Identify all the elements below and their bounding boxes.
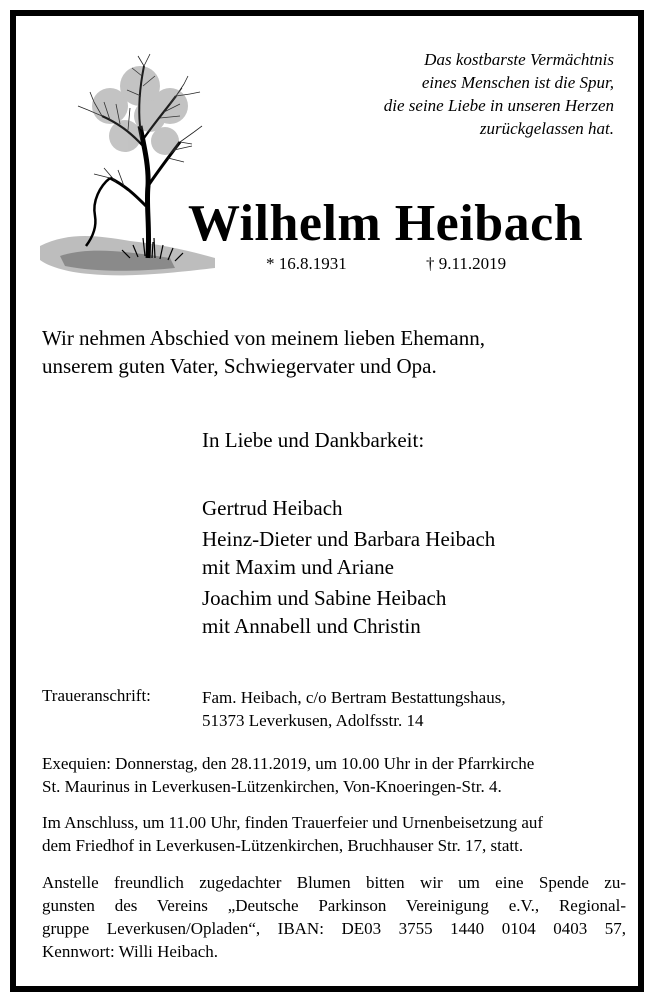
quote-line: eines Menschen ist die Spur, xyxy=(421,73,614,92)
quote-line: Das kostbarste Vermächtnis xyxy=(424,50,614,69)
epigraph-quote xyxy=(314,48,614,140)
donation-line: Kennwort: Willi Heibach. xyxy=(42,942,219,961)
address-line: 51373 Leverkusen, Adolfsstr. 14 xyxy=(202,711,424,730)
address-label: Traueranschrift: xyxy=(42,686,151,705)
deceased-name: Wilhelm Heibach xyxy=(188,195,584,252)
quote-line: die seine Liebe in unseren Herzen xyxy=(383,96,614,115)
closing-phrase: In Liebe und Dankbarkeit: xyxy=(202,428,425,452)
donation-line: gruppe Leverkusen/Opladen“, IBAN: DE03 3755 1440 0104 0403 57, xyxy=(42,919,626,938)
obituary-frame xyxy=(10,10,644,992)
mourner-name: Joachim und Sabine Heibach xyxy=(202,586,447,610)
tree-illustration-icon xyxy=(40,46,230,296)
birth-date: * 16.8.1931 xyxy=(266,254,347,273)
exequien-paragraph xyxy=(42,752,626,798)
donation-line: Anstelle freundlich zugedachter Blumen bitten wir um eine Spende zu- xyxy=(42,873,626,892)
ceremony-line: dem Friedhof in Leverkusen-Lützenkirchen, Bruchhauser Str. 17, statt. xyxy=(42,836,524,855)
mourner-name: Heinz-Dieter und Barbara Heibach xyxy=(202,527,496,551)
farewell-text xyxy=(42,324,485,380)
address-line: Fam. Heibach, c/o Bertram Bestattungshaus, xyxy=(202,688,506,707)
mourners-list xyxy=(202,494,495,640)
mourner-name: Gertrud Heibach xyxy=(202,496,343,520)
ceremony-paragraph xyxy=(42,811,626,857)
death-date: † 9.11.2019 xyxy=(426,254,507,273)
donation-line: gunsten des Vereins „Deutsche Parkinson Vereinigung e.V., Regional- xyxy=(42,896,626,915)
mourning-address xyxy=(202,686,506,732)
exequien-line: St. Maurinus in Leverkusen-Lützenkirchen, Von-Knoeringen-Str. 4. xyxy=(42,777,502,796)
mourner-name: mit Annabell und Christin xyxy=(202,614,421,638)
mourner-name: mit Maxim und Ariane xyxy=(202,555,394,579)
donation-paragraph xyxy=(42,871,626,963)
quote-line: zurückgelassen hat. xyxy=(479,119,614,138)
ceremony-line: Im Anschluss, um 11.00 Uhr, finden Trauerfeier und Urnenbeisetzung auf xyxy=(42,813,544,832)
exequien-line: Exequien: Donnerstag, den 28.11.2019, um 10.00 Uhr in der Pfarrkirche xyxy=(42,754,535,773)
farewell-line: unserem guten Vater, Schwiegervater und Opa. xyxy=(42,354,437,378)
farewell-line: Wir nehmen Abschied von meinem lieben Ehemann, xyxy=(42,326,485,350)
